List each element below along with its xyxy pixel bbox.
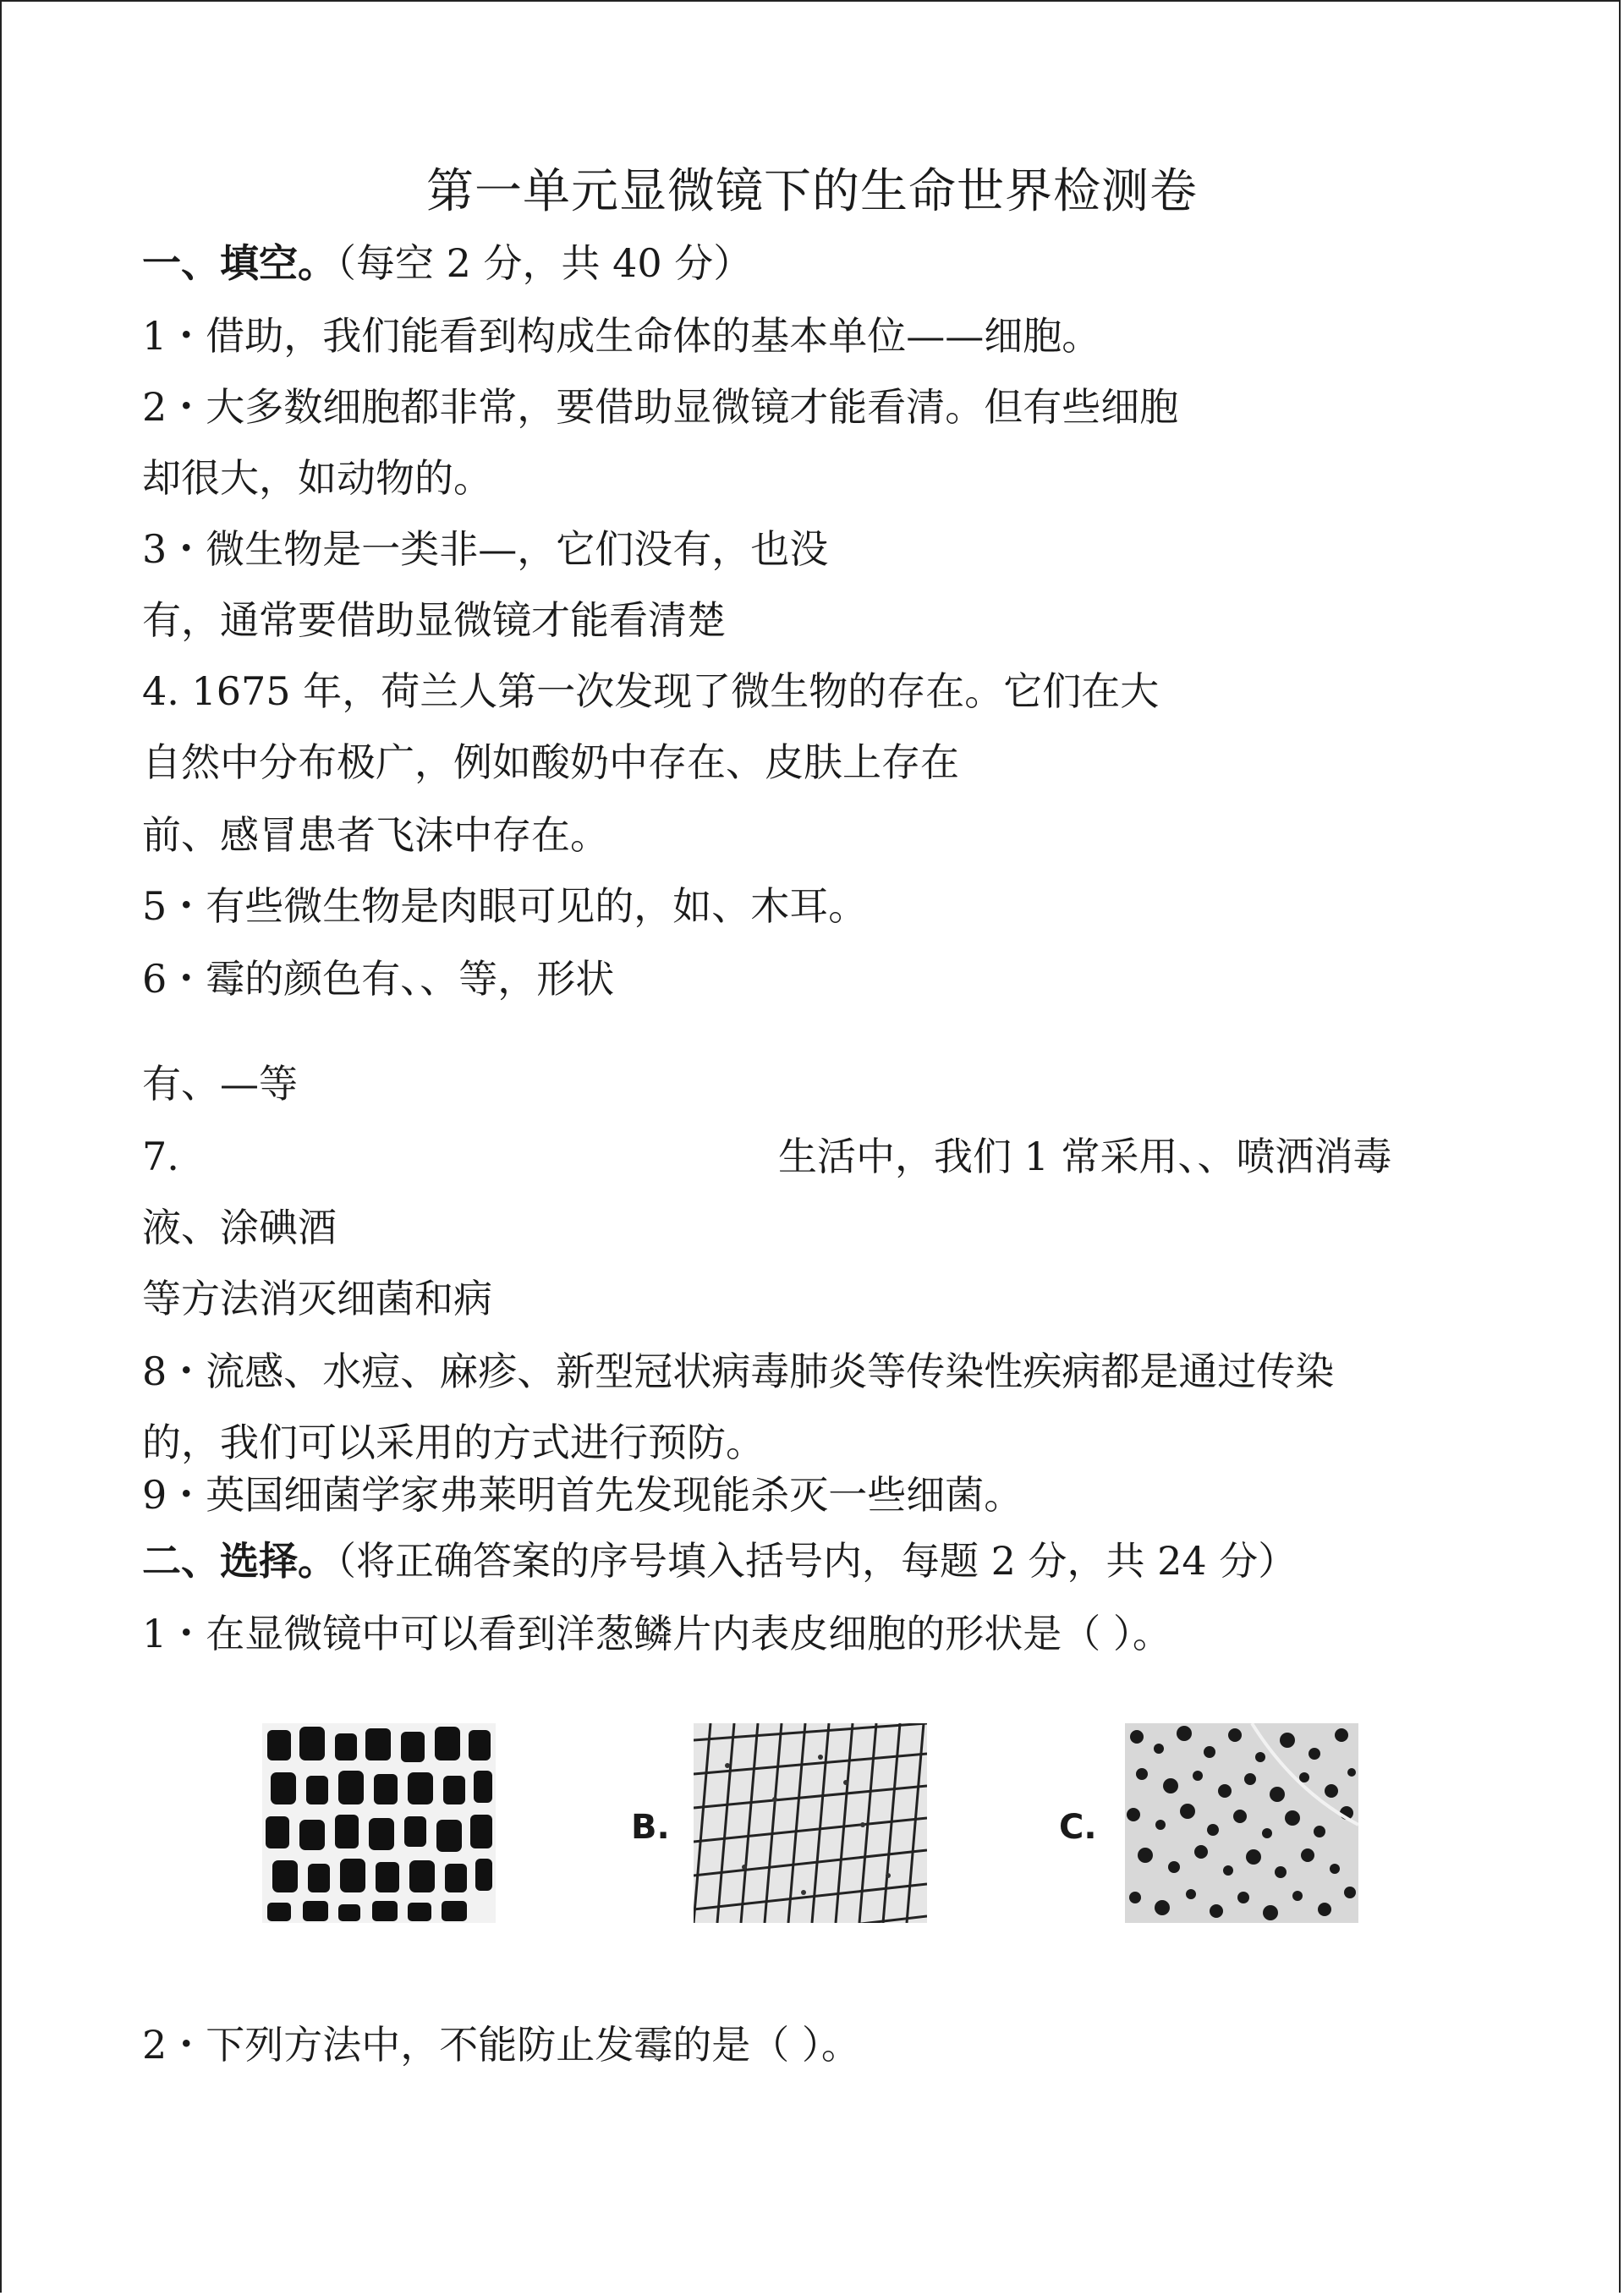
fill-blank-line: 3・微生物是一类非—，它们没有，也没 [142,526,829,572]
fill-blank-line: 的，我们可以采用的方式进行预防。 [142,1420,765,1465]
section-1-heading [142,240,753,286]
section-2-heading-label: 二、选择。 [142,1538,337,1584]
fill-blank-line: 生活中，我们 1 常采用、、喷洒消毒 [778,1134,1392,1179]
fill-blank-line: 自然中分布极广，例如酸奶中存在、皮肤上存在 [142,739,959,785]
fill-blank-line: 有、—等 [142,1061,298,1107]
option-b-label: B. [631,1808,670,1847]
section-2-heading [142,1538,1298,1584]
micrograph-option-b [694,1723,927,1923]
fill-blank-line: 9・英国细菌学家弗莱明首先发现能杀灭一些细菌。 [142,1472,1023,1518]
fill-blank-line: 却很大，如动物的。 [142,455,492,501]
micrograph-option-a [262,1723,496,1923]
fill-blank-line: 等方法消灭细菌和病 [142,1276,492,1321]
page-title: 第一单元显微镜下的生命世界检测卷 [426,164,1198,219]
fill-blank-line: 液、涂碘酒 [142,1205,337,1250]
section-1-heading-note: （每空 2 分，共 40 分） [337,240,753,286]
choice-question: 1・在显微镜中可以看到洋葱鳞片内表皮细胞的形状是（ ）。 [142,1611,1171,1656]
section-2-heading-note: （将正确答案的序号填入括号内，每题 2 分，共 24 分） [337,1538,1298,1584]
fill-blank-line: 前、感冒患者飞沫中存在。 [142,812,609,858]
fill-blank-line: 1・借助，我们能看到构成生命体的基本单位——细胞。 [142,313,1101,359]
fill-blank-line: 2・大多数细胞都非常，要借助显微镜才能看清。但有些细胞 [142,384,1179,430]
fill-blank-line: 4. 1675 年，荷兰人第一次发现了微生物的存在。它们在大 [142,668,1160,714]
section-1-heading-label: 一、填空。 [142,240,337,286]
fill-blank-line: 8・流感、水痘、麻疹、新型冠状病毒肺炎等传染性疾病都是通过传染 [142,1348,1335,1394]
fill-blank-number: 7. [142,1134,179,1179]
answer-options-images [2,1723,1622,1926]
fill-blank-line: 有，通常要借助显微镜才能看清楚 [142,597,726,643]
choice-question: 2・下列方法中，不能防止发霉的是（ ）。 [142,2022,860,2068]
fill-blank-line: 5・有些微生物是肉眼可见的，如、木耳。 [142,883,868,929]
micrograph-option-c [1125,1723,1358,1923]
option-c-label: C. [1059,1808,1097,1847]
fill-blank-line: 6・霉的颜色有、、等，形状 [142,956,615,1002]
